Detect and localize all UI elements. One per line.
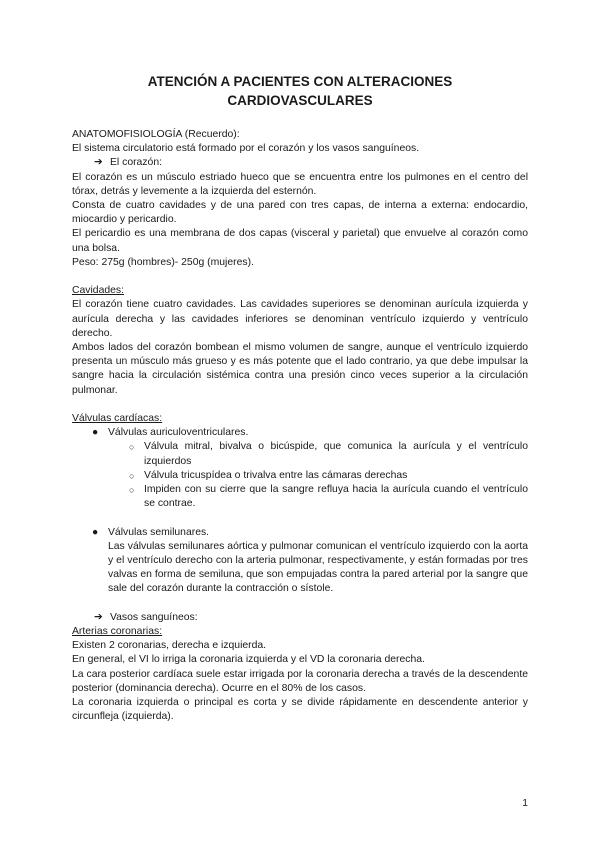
section-heading-valves: Válvulas cardíacas:: [72, 413, 163, 425]
coronary-paragraph-3: La cara posterior cardíaca suele estar irrigada por la coronaria derecha a través de la descendente posterior (dominancia derecha). Ocurre en el 80% de los casos.: [72, 668, 528, 694]
document-body: [72, 128, 528, 724]
heart-paragraph-2: Consta de cuatro cavidades y de una pared con tres capas, de interna a externa: endocardio, miocardio y pericardio.: [72, 200, 528, 226]
coronary-paragraph-1: Existen 2 coronarias, derecha e izquierda.: [72, 640, 267, 652]
mitral-text: Válvula mitral, bivalva o bicúspide, que comunica la aurícula y el ventrículo izquierdos: [144, 441, 528, 467]
section-heading-coronary: Arterias coronarias:: [72, 626, 163, 638]
arrow-label-vessels: Vasos sanguíneos:: [110, 611, 198, 623]
coronary-paragraph-4: La coronaria izquierda o principal es corta y se divide rápidamente en descendente anterior y circunfleja (izquierda).: [72, 697, 528, 723]
page-title: [0, 72, 600, 110]
cavities-paragraph-2: Ambos lados del corazón bombean el mismo volumen de sangre, aunque el ventrículo izquierdo presenta un músculo más grueso y es más potente que el lado contrario, ya que debe impulsar la sangre hacia la circulación sistémica contra una presión cinco veces superior a la circulación pulmonar.: [72, 342, 528, 396]
coronary-paragraph-2: En general, el VI lo irriga la coronaria izquierda y el VD la coronaria derecha.: [72, 654, 425, 666]
closure-text: Impiden con su cierre que la sangre refluya hacia la aurícula cuando el ventrículo se contrae.: [144, 484, 528, 510]
list-item-closure: [72, 483, 528, 511]
section-heading-anatomy: ANATOMOFISIOLOGÍA (Recuerdo):: [72, 129, 240, 140]
semilunar-paragraph: Las válvulas semilunares aórtica y pulmonar comunican el ventrículo izquierdo con la aorta y el ventrículo derecho con la arteria pulmonar, respectivamente, y están formadas por tres valvas en forma de semiluna, que son empujadas contra la pared arterial por la sangre que sale del corazón durante la contracción o sístole.: [108, 540, 528, 595]
tricuspid-text: Válvula tricuspídea o trivalva entre las cámaras derechas: [144, 469, 408, 481]
hollow-bullet-icon: ○: [129, 442, 135, 453]
hollow-bullet-icon: ○: [129, 470, 135, 481]
bullet-icon: ●: [92, 526, 99, 538]
heart-paragraph-1: El corazón es un músculo estriado hueco que se encuentra entre los pulmones en el centro del tórax, detrás y levemente a la izquierda del esternón.: [72, 171, 528, 197]
arrow-label-heart: El corazón:: [110, 157, 162, 169]
title-line-2: CARDIOVASCULARES: [227, 93, 373, 108]
bullet-icon: ●: [92, 427, 99, 439]
arrow-item-heart: [72, 156, 528, 170]
heart-paragraph-3: El pericardio es una membrana de dos capas (visceral y parietal) que envuelve al corazón como una bolsa.: [72, 228, 528, 254]
semilunar-label: Válvulas semilunares.: [108, 526, 210, 538]
intro-line: El sistema circulatorio está formado por el corazón y los vasos sanguíneos.: [72, 143, 420, 155]
hollow-bullet-icon: ○: [129, 485, 135, 496]
arrow-icon: ➔: [94, 157, 103, 169]
arrow-item-vessels: [72, 611, 528, 625]
list-item-av-valves: [72, 426, 528, 440]
section-heading-cavities: Cavidades:: [72, 285, 124, 297]
list-item-semilunar: [72, 526, 528, 540]
av-valves-label: Válvulas auriculoventriculares.: [108, 427, 249, 439]
cavities-paragraph-1: El corazón tiene cuatro cavidades. Las cavidades superiores se denominan aurícula izquierda y aurícula derecha y las cavidades inferiores se denominan ventrículo izquierdo y ventrículo derecho.: [72, 299, 528, 339]
title-line-1: ATENCIÓN A PACIENTES CON ALTERACIONES: [147, 74, 453, 89]
arrow-icon: ➔: [94, 611, 103, 623]
list-item-mitral: [72, 440, 528, 468]
page-number: 1: [522, 798, 528, 809]
heart-weight: Peso: 275g (hombres)- 250g (mujeres).: [72, 256, 254, 268]
list-item-tricuspid: [72, 469, 528, 483]
